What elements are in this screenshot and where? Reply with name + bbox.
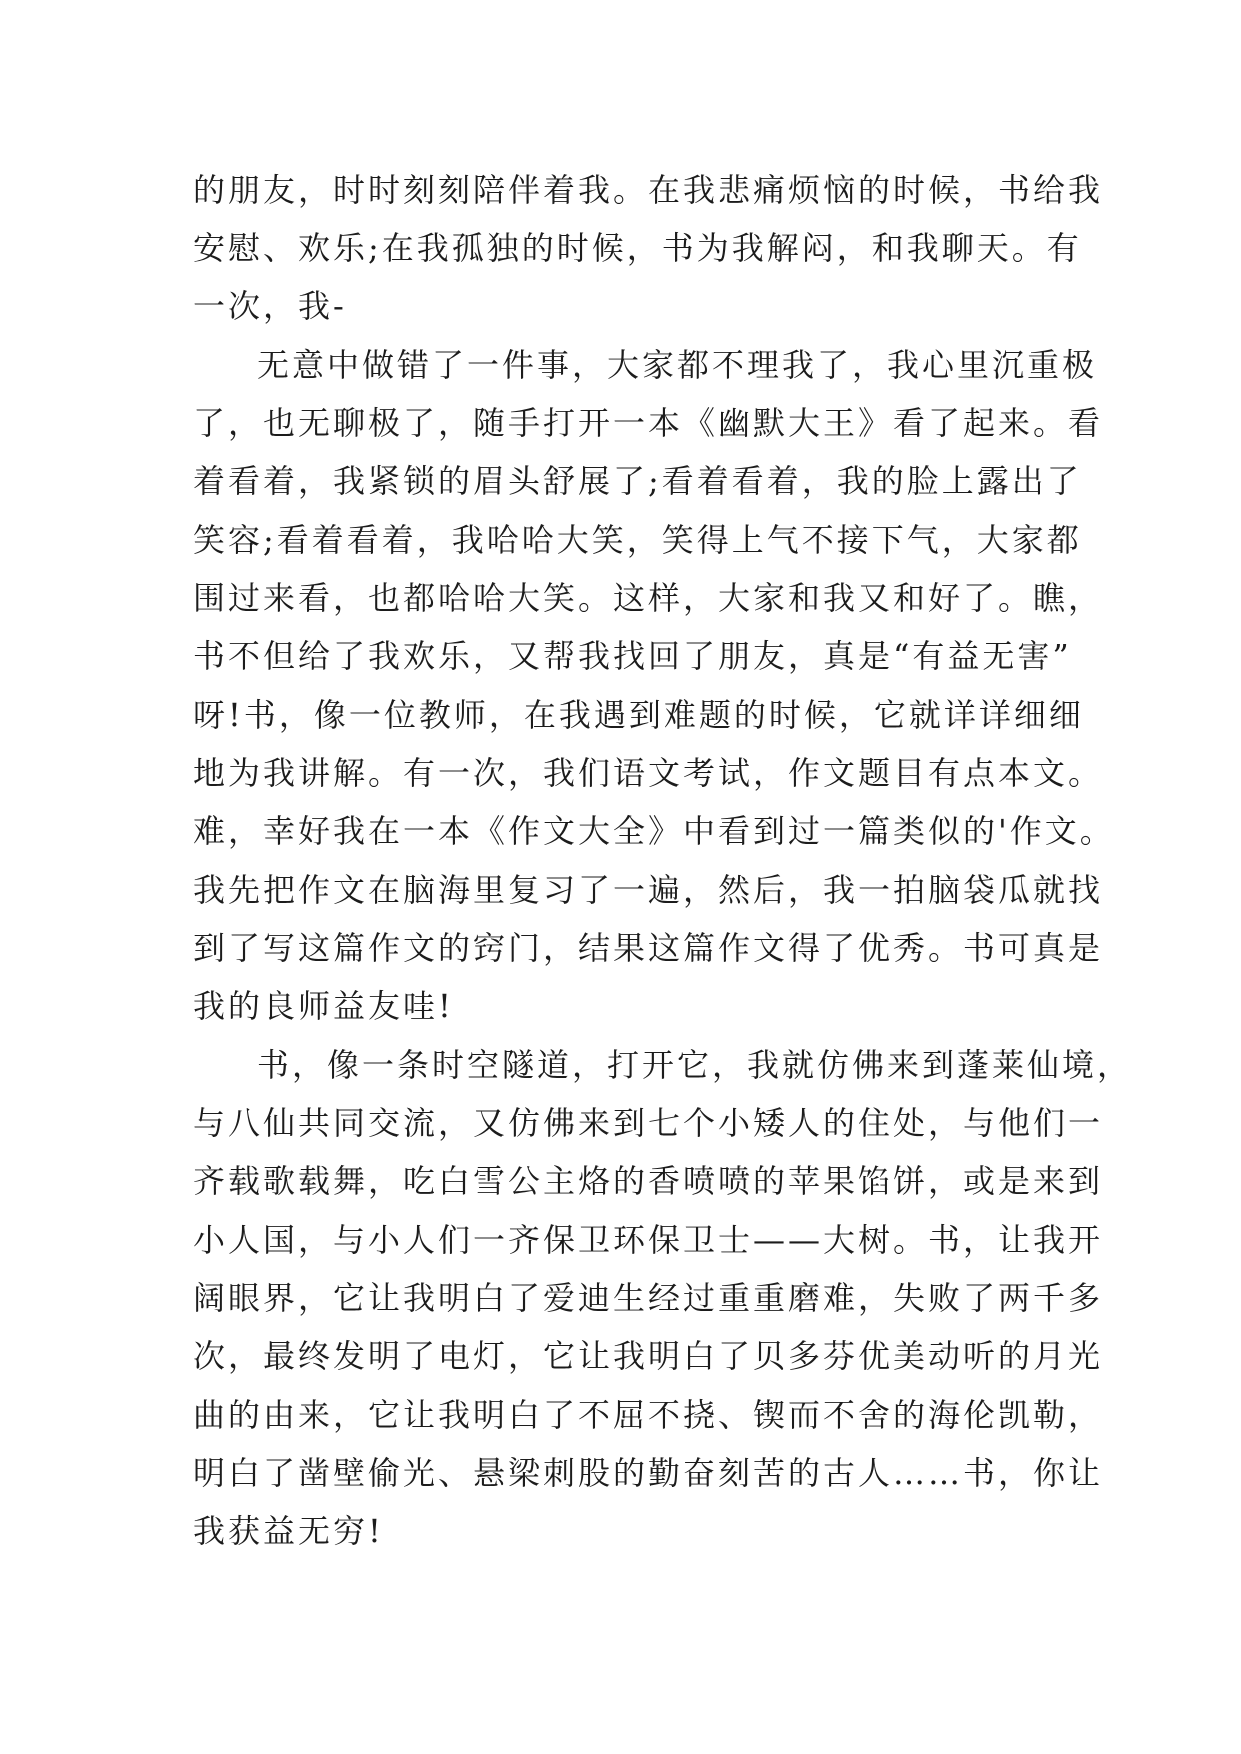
text-line-15: 我的良师益友哇! [193,987,454,1025]
text-line-11: 地为我讲解。有一次，我们语文考试，作文题目有点本文。 [193,754,1104,792]
text-line-18: 齐载歌载舞，吃白雪公主烙的香喷喷的苹果馅饼，或是来到 [193,1162,1104,1200]
text-line-17: 与八仙共同交流，又仿佛来到七个小矮人的住处，与他们一 [193,1104,1104,1142]
text-line-19: 小人国，与小人们一齐保卫环保卫士——大树。书，让我开 [193,1221,1104,1259]
text-line-13: 我先把作文在脑海里复习了一遍，然后，我一拍脑袋瓜就找 [193,871,1104,909]
text-line-6: 着看着，我紧锁的眉头舒展了;看着看着，我的脸上露出了 [193,462,1082,500]
text-line-1: 的朋友，时时刻刻陪伴着我。在我悲痛烦恼的时候，书给我 [193,171,1104,209]
text-line-22: 曲的由来，它让我明白了不屈不挠、锲而不舍的海伦凯勒， [193,1396,1104,1434]
text-line-8: 围过来看，也都哈哈大笑。这样，大家和我又和好了。瞧， [193,579,1104,617]
text-line-2: 安慰、欢乐;在我孤独的时候，书为我解闷，和我聊天。有 [193,229,1082,267]
text-line-9: 书不但给了我欢乐，又帮我找回了朋友，真是“有益无害” [193,637,1072,675]
text-line-14: 到了写这篇作文的窍门，结果这篇作文得了优秀。书可真是 [193,929,1104,967]
text-line-4: 无意中做错了一件事，大家都不理我了，我心里沉重极 [257,346,1098,384]
text-line-16: 书，像一条时空隧道，打开它，我就仿佛来到蓬莱仙境， [257,1046,1133,1084]
text-line-7: 笑容;看着看着，我哈哈大笑，笑得上气不接下气，大家都 [193,521,1082,559]
text-line-12: 难，幸好我在一本《作文大全》中看到过一篇类似的'作文。 [193,812,1115,850]
text-line-3: 一次，我- [193,287,347,325]
text-line-24: 我获益无穷! [193,1512,384,1550]
text-line-10: 呀!书，像一位教师，在我遇到难题的时候，它就详详细细 [193,696,1084,734]
text-line-21: 次，最终发明了电灯，它让我明白了贝多芬优美动听的月光 [193,1337,1104,1375]
text-line-20: 阔眼界，它让我明白了爱迪生经过重重磨难，失败了两千多 [193,1279,1104,1317]
text-line-5: 了，也无聊极了，随手打开一本《幽默大王》看了起来。看 [193,404,1104,442]
text-line-23: 明白了凿壁偷光、悬梁刺股的勤奋刻苦的古人……书，你让 [193,1454,1104,1492]
